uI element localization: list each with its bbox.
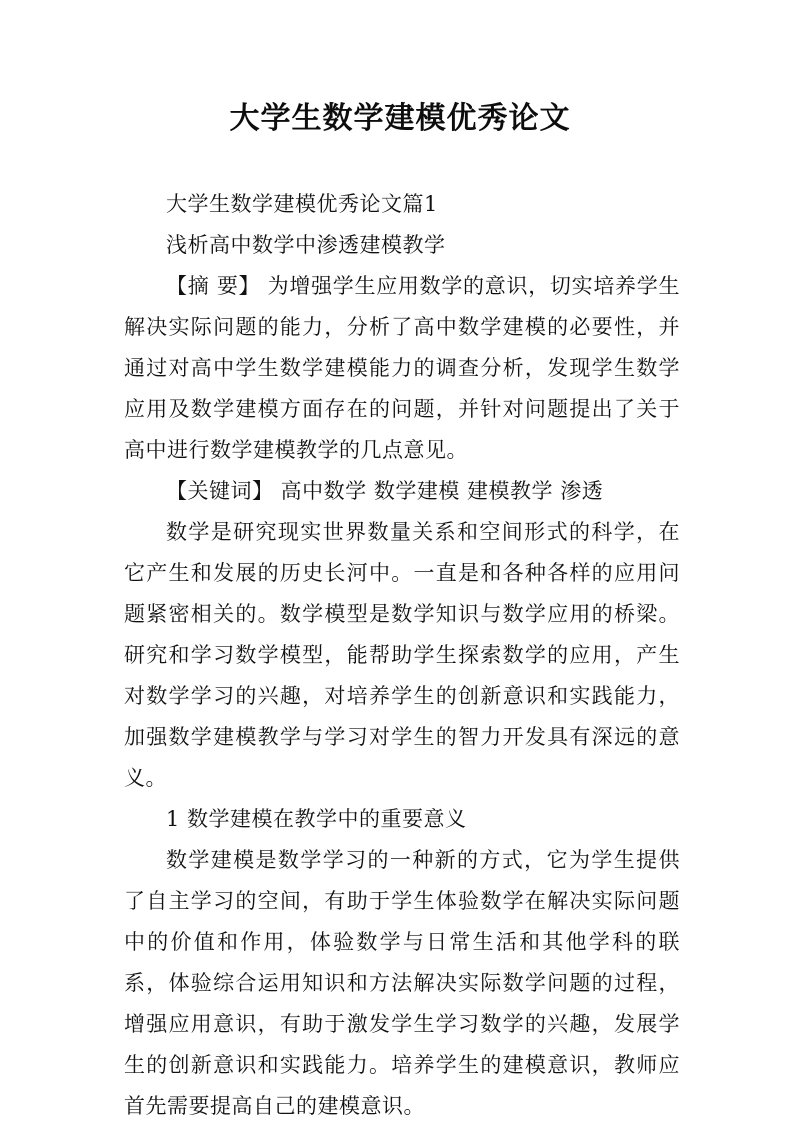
article-title: 浅析高中数学中渗透建模教学 [166, 233, 446, 257]
document-body [124, 184, 680, 1127]
body-paragraph: 数学建模是数学学习的一种新的方式，它为学生提供了自主学习的空间，有助于学生体验数学在解决实际问题中的价值和作用，体验数学与日常生活和其他学科的联系，体验综合运用知识和方法解决实际数学问题的过程，增强应用意识，有助于激发学生学习数学的兴趣，发展学生的创新意识和实践能力。培养学生的建模意识，教师应首先需要提高自己的建模意识。 [124, 848, 680, 1118]
intro-paragraph: 数学是研究现实世界数量关系和空间形式的科学，在它产生和发展的历史长河中。一直是和各种各样的应用问题紧密相关的。数学模型是数学知识与数学应用的桥梁。研究和学习数学模型，能帮助学生探索数学的应用，产生对数学学习的兴趣，对培养学生的创新意识和实践能力，加强数学建模教学与学习对学生的智力开发具有深远的意义。 [124, 520, 680, 790]
document-title: 大学生数学建模优秀论文 [229, 101, 571, 136]
section-heading-1: 1 数学建模在教学中的重要意义 [166, 807, 467, 831]
abstract-paragraph: 【摘 要】 为增强学生应用数学的意识，切实培养学生解决实际问题的能力，分析了高中数学建模的必要性，并通过对高中学生数学建模能力的调查分析，发现学生数学应用及数学建模方面存在的问题，并针对问题提出了关于高中进行数学建模教学的几点意见。 [124, 274, 680, 462]
section-heading-article-1: 大学生数学建模优秀论文篇1 [166, 192, 438, 216]
keywords-paragraph: 【关键词】 高中数学 数学建模 建模教学 渗透 [166, 479, 604, 503]
